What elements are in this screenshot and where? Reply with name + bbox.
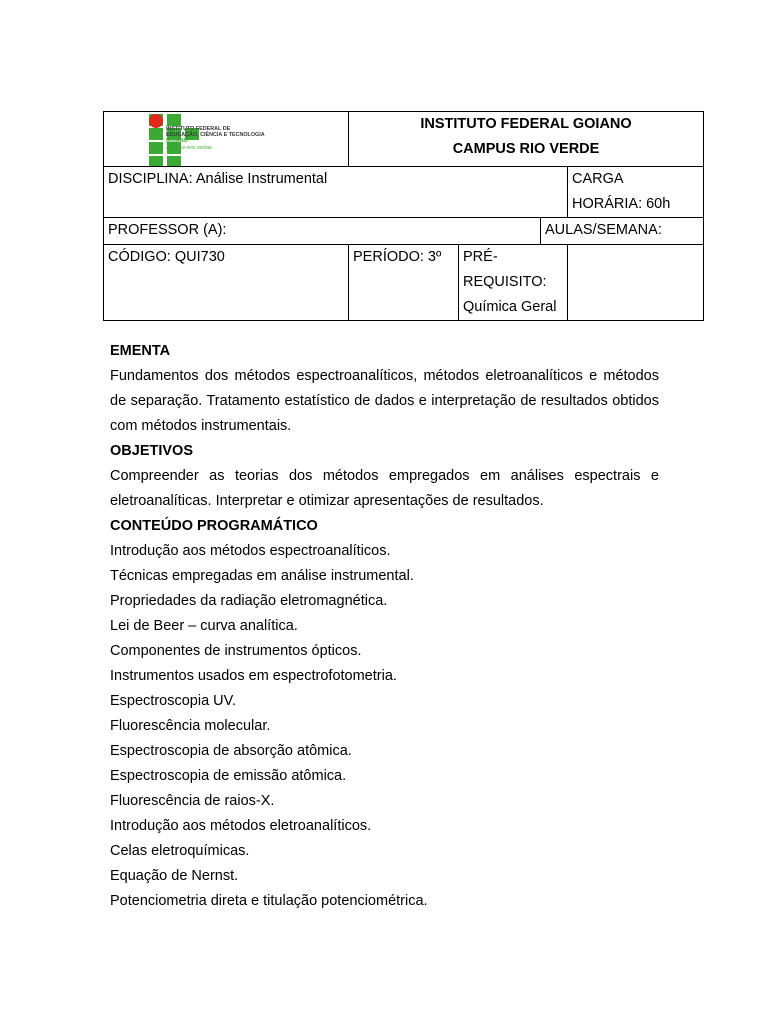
workload-label: CARGA (572, 171, 624, 187)
prereq-label: PRÉ-REQUISITO: (463, 249, 547, 290)
list-item: Potenciometria direta e titulação potenciométrica. (110, 893, 428, 909)
list-item: Introdução aos métodos eletroanalíticos. (110, 818, 372, 834)
workload-value: HORÁRIA: 60h (572, 196, 671, 212)
professor-cell: PROFESSOR (A): (104, 218, 541, 245)
institution-name: INSTITUTO FEDERAL GOIANO (420, 116, 632, 132)
campus-name: CAMPUS RIO VERDE (452, 141, 600, 157)
list-item: Espectroscopia de absorção atômica. (110, 743, 352, 759)
list-item: Introdução aos métodos espectroanalíticos. (110, 543, 391, 559)
list-item: Fluorescência de raios-X. (110, 793, 275, 809)
prereq-cell (459, 245, 568, 321)
discipline-cell: DISCIPLINA: Análise Instrumental (104, 167, 568, 218)
code-cell: CÓDIGO: QUI730 (104, 245, 349, 321)
logo-cell (104, 112, 349, 167)
list-item: Espectroscopia UV. (110, 693, 237, 709)
prereq-value: Química Geral (463, 299, 557, 315)
conteudo-list (110, 539, 659, 914)
list-item: Equação de Nernst. (110, 868, 239, 884)
empty-cell (568, 245, 704, 321)
list-item: Celas eletroquímicas. (110, 843, 250, 859)
header-table (103, 111, 704, 321)
objetivos-title: OBJETIVOS (110, 443, 193, 459)
syllabus-content (110, 339, 659, 914)
list-item: Técnicas empregadas em análise instrumental. (110, 568, 414, 584)
classes-week-cell: AULAS/SEMANA: (541, 218, 704, 245)
period-cell: PERÍODO: 3º (349, 245, 459, 321)
conteudo-title: CONTEÚDO PROGRAMÁTICO (110, 518, 318, 534)
list-item: Fluorescência molecular. (110, 718, 271, 734)
objetivos-text: Compreender as teorias dos métodos empregados em análises espectrais e eletroanalíticas. Interpretar e otimizar apresentações de resultados. (110, 468, 659, 509)
ementa-text: Fundamentos dos métodos espectroanalíticos, métodos eletroanalíticos e métodos de separação. Tratamento estatístico de dados e interpretação de resultados obtidos com métodos instrumentais. (110, 368, 659, 434)
list-item: Instrumentos usados em espectrofotometria. (110, 668, 397, 684)
list-item: Componentes de instrumentos ópticos. (110, 643, 362, 659)
institution-cell (349, 112, 704, 167)
list-item: Espectroscopia de emissão atômica. (110, 768, 347, 784)
ementa-title: EMENTA (110, 343, 171, 359)
list-item: Lei de Beer – curva analítica. (110, 618, 298, 634)
list-item: Propriedades da radiação eletromagnética. (110, 593, 388, 609)
workload-cell (568, 167, 704, 218)
logo-text: INSTITUTO FEDERAL DE EDUCAÇÃO, CIÊNCIA E TECNOLOGIA GOIANO CAMPUS RIO VERDE (166, 126, 265, 150)
